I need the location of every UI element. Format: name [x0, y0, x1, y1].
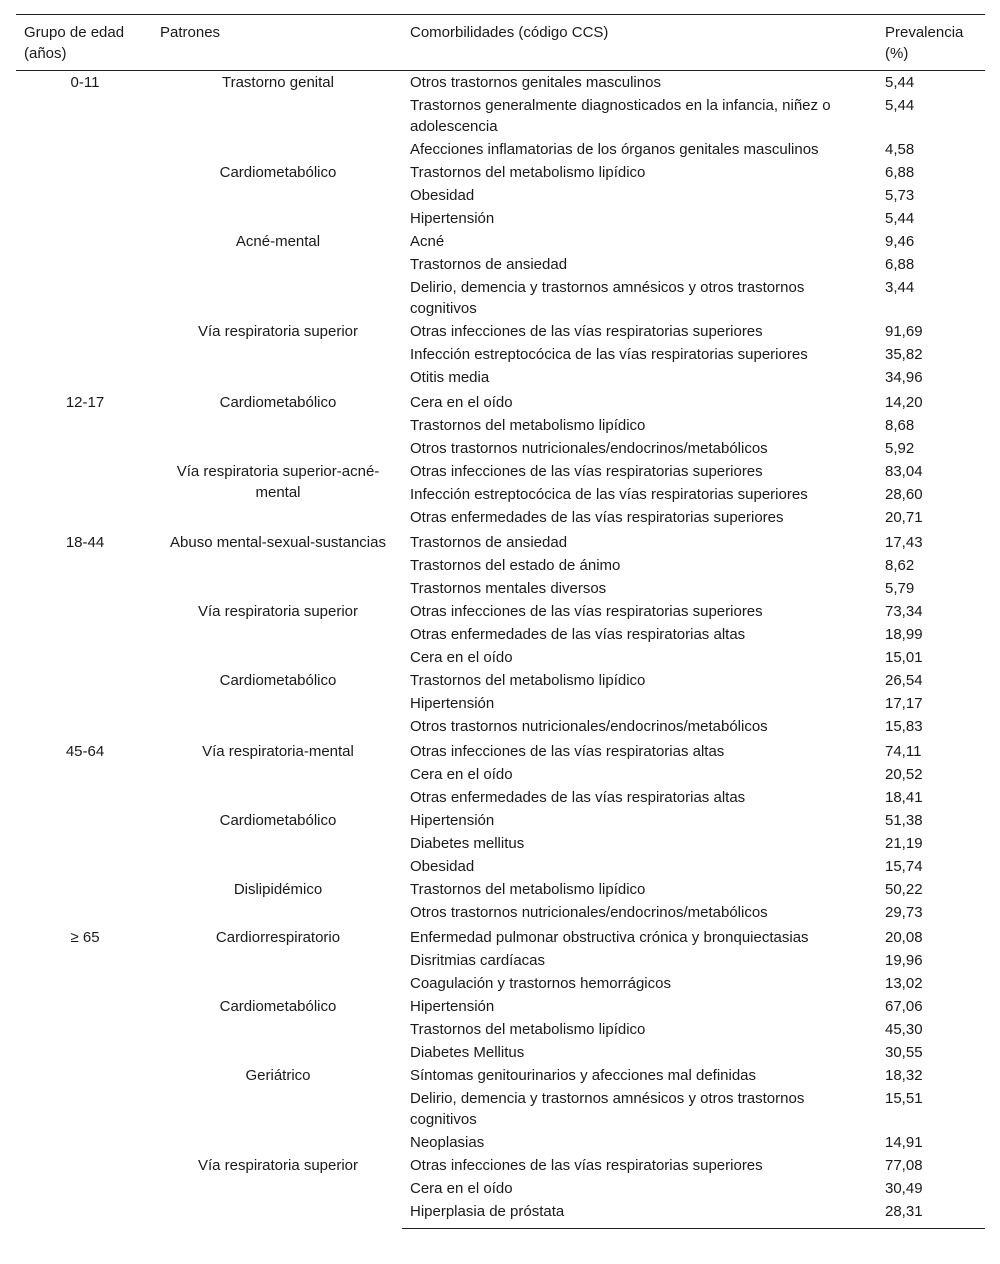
table-row: [16, 878, 985, 901]
prevalence-cell: 4,58: [885, 141, 915, 158]
prevalence-cell: 51,38: [885, 812, 923, 829]
comorbidity-cell: Hipertensión: [410, 210, 495, 227]
prevalence-cell: 5,79: [885, 580, 915, 597]
comorbidity-cell: Cera en el oído: [410, 649, 513, 666]
pattern-cell: Vía respiratoria superior-acné-mental: [176, 463, 380, 501]
prevalence-cell: 28,60: [885, 486, 923, 503]
comorbidity-cell: Hiperplasia de próstata: [402, 1200, 877, 1229]
comorbidity-cell: Cera en el oído: [410, 766, 513, 783]
comorbidity-cell: Disritmias cardíacas: [410, 952, 546, 969]
comorbidity-cell: Otras infecciones de las vías respiratorias superiores: [410, 323, 763, 340]
prevalence-cell: 15,01: [885, 649, 923, 666]
table-row: [16, 995, 985, 1018]
table-row: [16, 600, 985, 623]
comorbidity-cell: Trastornos del metabolismo lipídico: [410, 1021, 646, 1038]
prevalence-cell: 15,83: [885, 718, 923, 735]
comorbidity-cell: Diabetes Mellitus: [410, 1044, 525, 1061]
table-row: [16, 1064, 985, 1087]
prevalence-cell: 19,96: [885, 952, 923, 969]
prevalence-cell: 20,08: [885, 929, 923, 946]
header-comorbidities: Comorbilidades (código CCS): [402, 15, 877, 71]
prevalence-cell: 5,92: [885, 440, 915, 457]
comorbidity-cell: Infección estreptocócica de las vías respiratorias superiores: [410, 486, 808, 503]
comorbidity-cell: Otras enfermedades de las vías respiratorias superiores: [410, 509, 784, 526]
comorbidity-cell: Síntomas genitourinarios y afecciones mal definidas: [410, 1067, 757, 1084]
prevalence-cell: 83,04: [885, 463, 923, 480]
prevalence-cell: 18,32: [885, 1067, 923, 1084]
prevalence-cell: 50,22: [885, 881, 923, 898]
comorbidity-cell: Otras infecciones de las vías respiratorias altas: [410, 743, 725, 760]
comorbidity-cell: Trastornos generalmente diagnosticados en la infancia, niñez o adolescencia: [410, 97, 831, 135]
pattern-cell: Vía respiratoria-mental: [202, 743, 354, 760]
comorbidity-cell: Delirio, demencia y trastornos amnésicos y otros trastornos cognitivos: [410, 279, 805, 317]
comorbidity-cell: Otros trastornos nutricionales/endocrinos/metabólicos: [410, 440, 768, 457]
comorbidity-cell: Trastornos del metabolismo lipídico: [410, 881, 646, 898]
pattern-cell: Cardiorrespiratorio: [215, 929, 341, 946]
comorbidity-cell: Hipertensión: [410, 695, 495, 712]
table-row: [16, 460, 985, 483]
comorbidity-cell: Trastornos del metabolismo lipídico: [410, 672, 646, 689]
pattern-cell: Cardiometabólico: [219, 672, 337, 689]
prevalence-cell: 45,30: [885, 1021, 923, 1038]
prevalence-cell: 15,51: [885, 1090, 923, 1107]
pattern-cell: Abuso mental-sexual-sustancias: [170, 534, 386, 551]
table-row: [16, 161, 985, 184]
prevalence-cell: 13,02: [885, 975, 923, 992]
table-row: [16, 738, 985, 763]
age-group-cell: 12-17: [65, 394, 105, 411]
pattern-cell: Acné-mental: [235, 233, 321, 250]
age-group-cell: 18-44: [65, 534, 105, 551]
pattern-cell: Cardiometabólico: [219, 164, 337, 181]
comorbidity-cell: Afecciones inflamatorias de los órganos genitales masculinos: [410, 141, 819, 158]
age-group-cell: ≥ 65: [70, 929, 100, 946]
prevalence-cell: 29,73: [885, 904, 923, 921]
comorbidity-cell: Otras infecciones de las vías respiratorias superiores: [410, 1157, 763, 1174]
comorbidity-cell: Otros trastornos genitales masculinos: [410, 74, 661, 91]
prevalence-cell: 20,52: [885, 766, 923, 783]
pattern-cell: Geriátrico: [245, 1067, 311, 1084]
table-row: [16, 320, 985, 343]
prevalence-cell: 30,49: [885, 1180, 923, 1197]
prevalence-cell: 30,55: [885, 1044, 923, 1061]
prevalence-cell: 91,69: [885, 323, 923, 340]
comorbidity-cell: Diabetes mellitus: [410, 835, 525, 852]
age-group-cell: 0-11: [70, 74, 100, 91]
comorbidity-cell: Otras enfermedades de las vías respiratorias altas: [410, 789, 746, 806]
comorbidity-cell: Obesidad: [410, 187, 475, 204]
prevalence-cell: 17,43: [885, 534, 923, 551]
prevalence-cell: 5,44: [885, 97, 915, 114]
prevalence-cell: 8,68: [885, 417, 915, 434]
table-row: [16, 669, 985, 692]
prevalence-cell: 74,11: [885, 743, 922, 760]
table-body: [16, 71, 985, 1229]
prevalence-cell: 5,44: [885, 74, 915, 91]
comorbidity-cell: Infección estreptocócica de las vías respiratorias superiores: [410, 346, 808, 363]
prevalence-cell: 6,88: [885, 164, 915, 181]
header-prevalence: Prevalencia (%): [877, 15, 985, 71]
prevalence-cell: 21,19: [885, 835, 923, 852]
comorbidity-table: [16, 14, 985, 1229]
table-row: [16, 529, 985, 554]
prevalence-cell: 6,88: [885, 256, 915, 273]
comorbidity-cell: Trastornos del metabolismo lipídico: [410, 417, 646, 434]
prevalence-cell: 15,74: [885, 858, 923, 875]
prevalence-cell: 5,73: [885, 187, 915, 204]
prevalence-cell: 14,20: [885, 394, 923, 411]
comorbidity-cell: Trastornos mentales diversos: [410, 580, 607, 597]
comorbidity-cell: Enfermedad pulmonar obstructiva crónica y bronquiectasias: [410, 929, 809, 946]
prevalence-cell: 17,17: [885, 695, 923, 712]
pattern-cell: Vía respiratoria superior: [197, 603, 359, 620]
prevalence-cell: 34,96: [885, 369, 923, 386]
prevalence-cell: 28,31: [877, 1200, 985, 1229]
prevalence-cell: 35,82: [885, 346, 923, 363]
comorbidity-cell: Hipertensión: [410, 812, 495, 829]
prevalence-cell: 9,46: [885, 233, 915, 250]
header-patterns: Patrones: [152, 15, 402, 71]
comorbidity-cell: Trastornos del metabolismo lipídico: [410, 164, 646, 181]
comorbidity-cell: Cera en el oído: [410, 1180, 513, 1197]
pattern-cell: Cardiometabólico: [219, 394, 337, 411]
comorbidity-cell: Otras infecciones de las vías respiratorias superiores: [410, 603, 763, 620]
comorbidity-cell: Otras enfermedades de las vías respiratorias altas: [410, 626, 746, 643]
prevalence-cell: 77,08: [885, 1157, 923, 1174]
prevalence-cell: 67,06: [885, 998, 923, 1015]
comorbidity-cell: Obesidad: [410, 858, 475, 875]
comorbidity-cell: Acné: [410, 233, 445, 250]
pattern-cell: Vía respiratoria superior: [197, 323, 359, 340]
comorbidity-cell: Otros trastornos nutricionales/endocrinos/metabólicos: [410, 718, 768, 735]
pattern-cell: Cardiometabólico: [219, 812, 337, 829]
prevalence-cell: 20,71: [885, 509, 923, 526]
header-age-group: Grupo de edad (años): [16, 15, 152, 71]
prevalence-cell: 18,41: [885, 789, 923, 806]
prevalence-cell: 8,62: [885, 557, 915, 574]
comorbidity-cell: Delirio, demencia y trastornos amnésicos y otros trastornos cognitivos: [410, 1090, 805, 1128]
prevalence-cell: 3,44: [885, 279, 915, 296]
prevalence-cell: 18,99: [885, 626, 923, 643]
comorbidity-cell: Hipertensión: [410, 998, 495, 1015]
prevalence-cell: 26,54: [885, 672, 923, 689]
comorbidity-cell: Neoplasias: [410, 1134, 485, 1151]
table-row: [16, 924, 985, 949]
table-row: [16, 71, 985, 95]
comorbidity-cell: Trastornos de ansiedad: [410, 534, 568, 551]
comorbidity-cell: Otitis media: [410, 369, 490, 386]
prevalence-cell: 73,34: [885, 603, 923, 620]
table-row: [16, 809, 985, 832]
comorbidity-cell: Trastornos de ansiedad: [410, 256, 568, 273]
comorbidity-cell: Trastornos del estado de ánimo: [410, 557, 621, 574]
table-row: [16, 230, 985, 253]
prevalence-cell: 5,44: [885, 210, 915, 227]
table-header: [16, 15, 985, 71]
pattern-cell: Dislipidémico: [233, 881, 323, 898]
comorbidity-cell: Coagulación y trastornos hemorrágicos: [410, 975, 671, 992]
table-row: [16, 389, 985, 414]
age-group-cell: 45-64: [65, 743, 105, 760]
prevalence-cell: 14,91: [885, 1134, 923, 1151]
pattern-cell: Vía respiratoria superior: [197, 1157, 359, 1174]
comorbidity-cell: Cera en el oído: [410, 394, 513, 411]
comorbidity-cell: Otros trastornos nutricionales/endocrinos/metabólicos: [410, 904, 768, 921]
comorbidity-cell: Otras infecciones de las vías respiratorias superiores: [410, 463, 763, 480]
pattern-cell: Cardiometabólico: [219, 998, 337, 1015]
table-row: [16, 1154, 985, 1177]
pattern-cell: Trastorno genital: [221, 74, 334, 91]
